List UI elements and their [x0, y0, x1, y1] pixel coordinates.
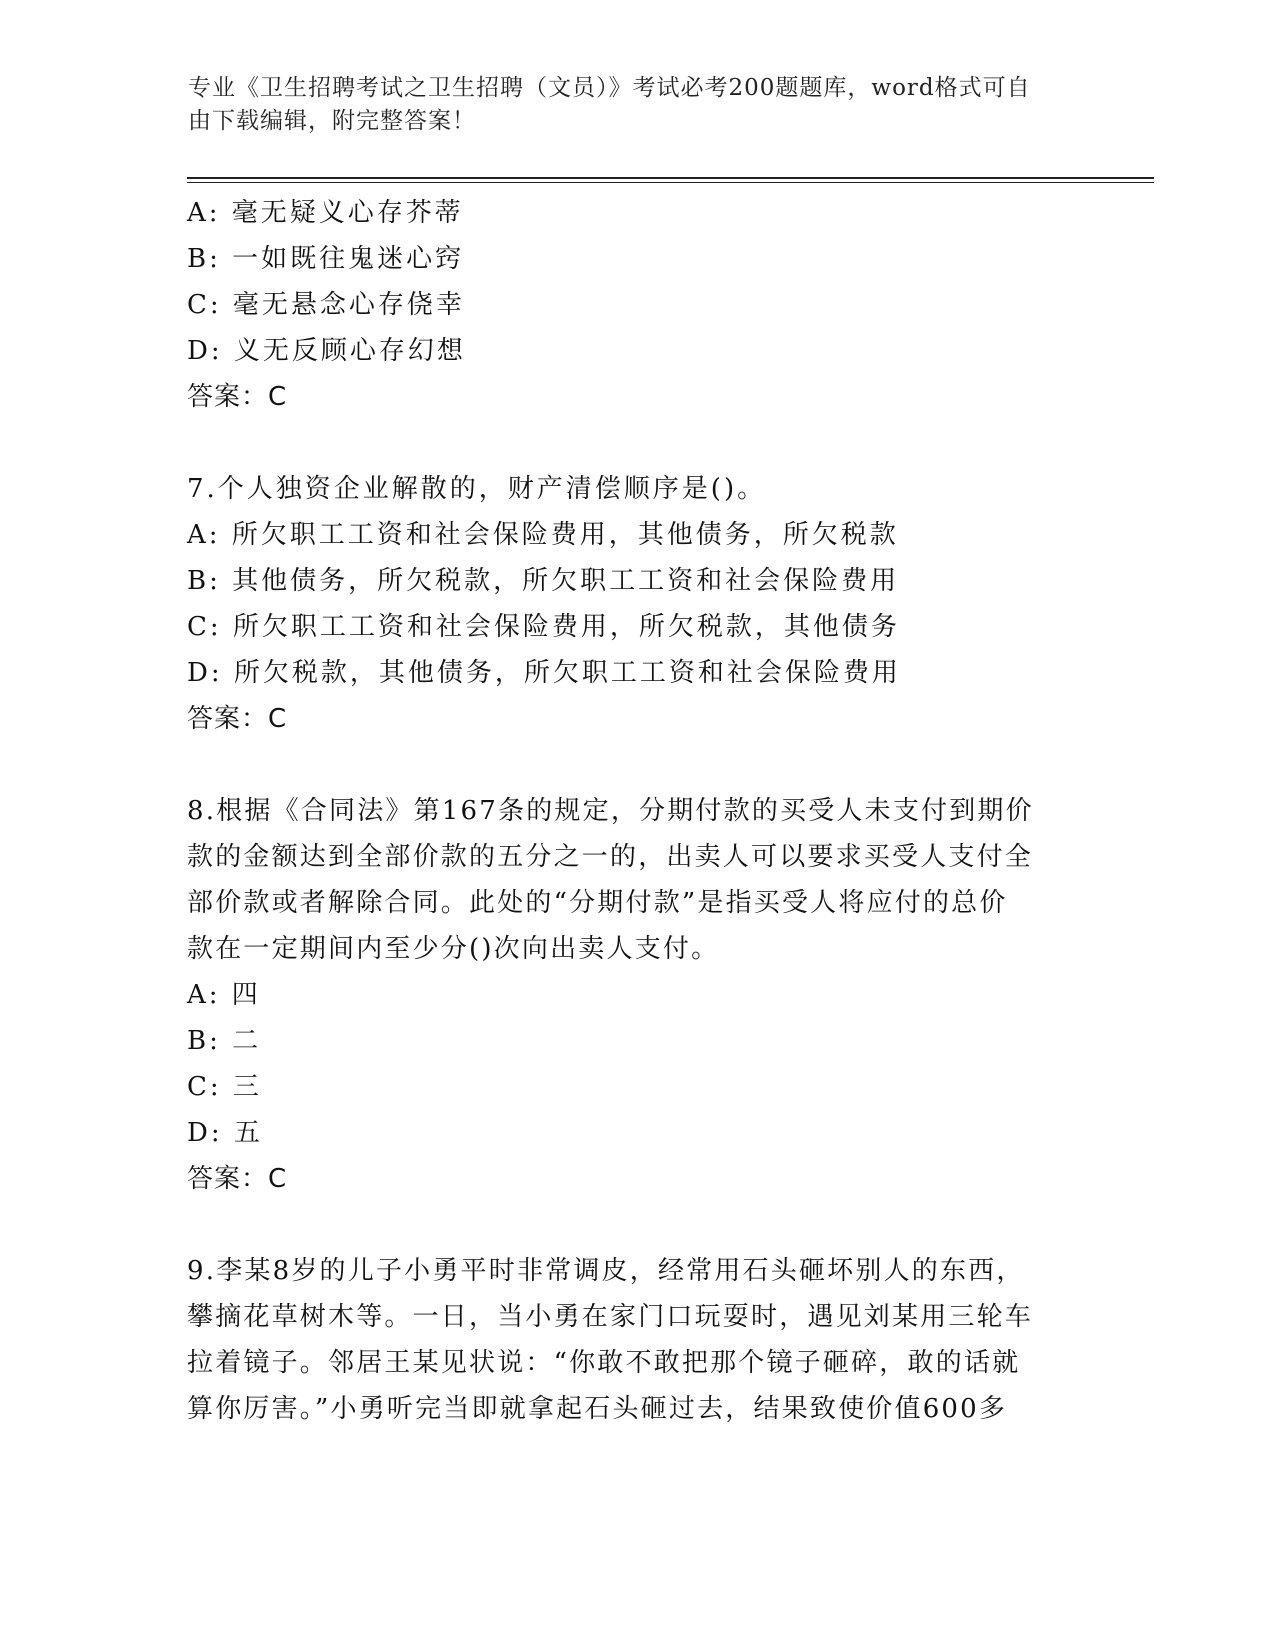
- question-stem-line: 部价款或者解除合同。此处的“分期付款”是指买受人将应付的总价: [187, 888, 1008, 918]
- option-c: C: 三: [187, 1072, 262, 1102]
- option-a: A: 毫无疑义心存芥蒂: [187, 198, 464, 228]
- spacer: [187, 1202, 1067, 1248]
- option-a: A: 所欠职工工资和社会保险费用，其他债务，所欠税款: [187, 520, 899, 550]
- document-header: [188, 72, 1068, 138]
- question-stem-line: 8.根据《合同法》第167条的规定，分期付款的买受人未支付到期价: [187, 796, 1034, 826]
- question-stem: 7.个人独资企业解散的，财产清偿顺序是()。: [187, 474, 767, 504]
- question-stem-line: 算你厉害。”小勇听完当即就拿起石头砸过去，结果致使价值600多: [187, 1394, 1008, 1424]
- question-6: [187, 190, 1067, 420]
- spacer: [187, 420, 1067, 466]
- option-c: C: 所欠职工工资和社会保险费用，所欠税款，其他债务: [187, 612, 900, 642]
- option-b: B: 其他债务，所欠税款，所欠职工工资和社会保险费用: [187, 566, 900, 596]
- answer-line: 答案：C: [187, 382, 288, 412]
- question-8: [187, 788, 1067, 1202]
- question-stem-line: 9.李某8岁的儿子小勇平时非常调皮，经常用石头砸坏别人的东西，: [187, 1256, 1025, 1286]
- question-stem-line: 攀摘花草树木等。一日，当小勇在家门口玩耍时，遇见刘某用三轮车: [187, 1302, 1034, 1332]
- question-stem-line: 拉着镜子。邻居王某见状说：“你敢不敢把那个镜子砸碎，敢的话就: [187, 1348, 1021, 1378]
- question-stem-line: 款的金额达到全部价款的五分之一的，出卖人可以要求买受人支付全: [187, 842, 1034, 872]
- option-c: C: 毫无悬念心存侥幸: [187, 290, 465, 320]
- option-d: D: 义无反顾心存幻想: [187, 336, 466, 366]
- option-d: D: 五: [187, 1118, 263, 1148]
- option-b: B: 一如既往鬼迷心窍: [187, 244, 465, 274]
- spacer: [187, 742, 1067, 788]
- answer-line: 答案：C: [187, 704, 288, 734]
- option-d: D: 所欠税款，其他债务，所欠职工工资和社会保险费用: [187, 658, 901, 688]
- header-line-2: 由下载编辑，附完整答案！: [188, 108, 476, 134]
- header-rule-thin: [187, 182, 1154, 183]
- option-b: B: 二: [187, 1026, 262, 1056]
- answer-line: 答案：C: [187, 1164, 288, 1194]
- question-list: [187, 190, 1067, 1432]
- question-7: [187, 466, 1067, 742]
- option-a: A: 四: [187, 980, 261, 1010]
- header-rule-thick: [187, 177, 1154, 179]
- header-line-1: 专业《卫生招聘考试之卫生招聘（文员）》考试必考200题题库，word格式可自: [188, 75, 1031, 101]
- question-stem-line: 款在一定期间内至少分()次向出卖人支付。: [187, 934, 720, 964]
- question-9: [187, 1248, 1067, 1432]
